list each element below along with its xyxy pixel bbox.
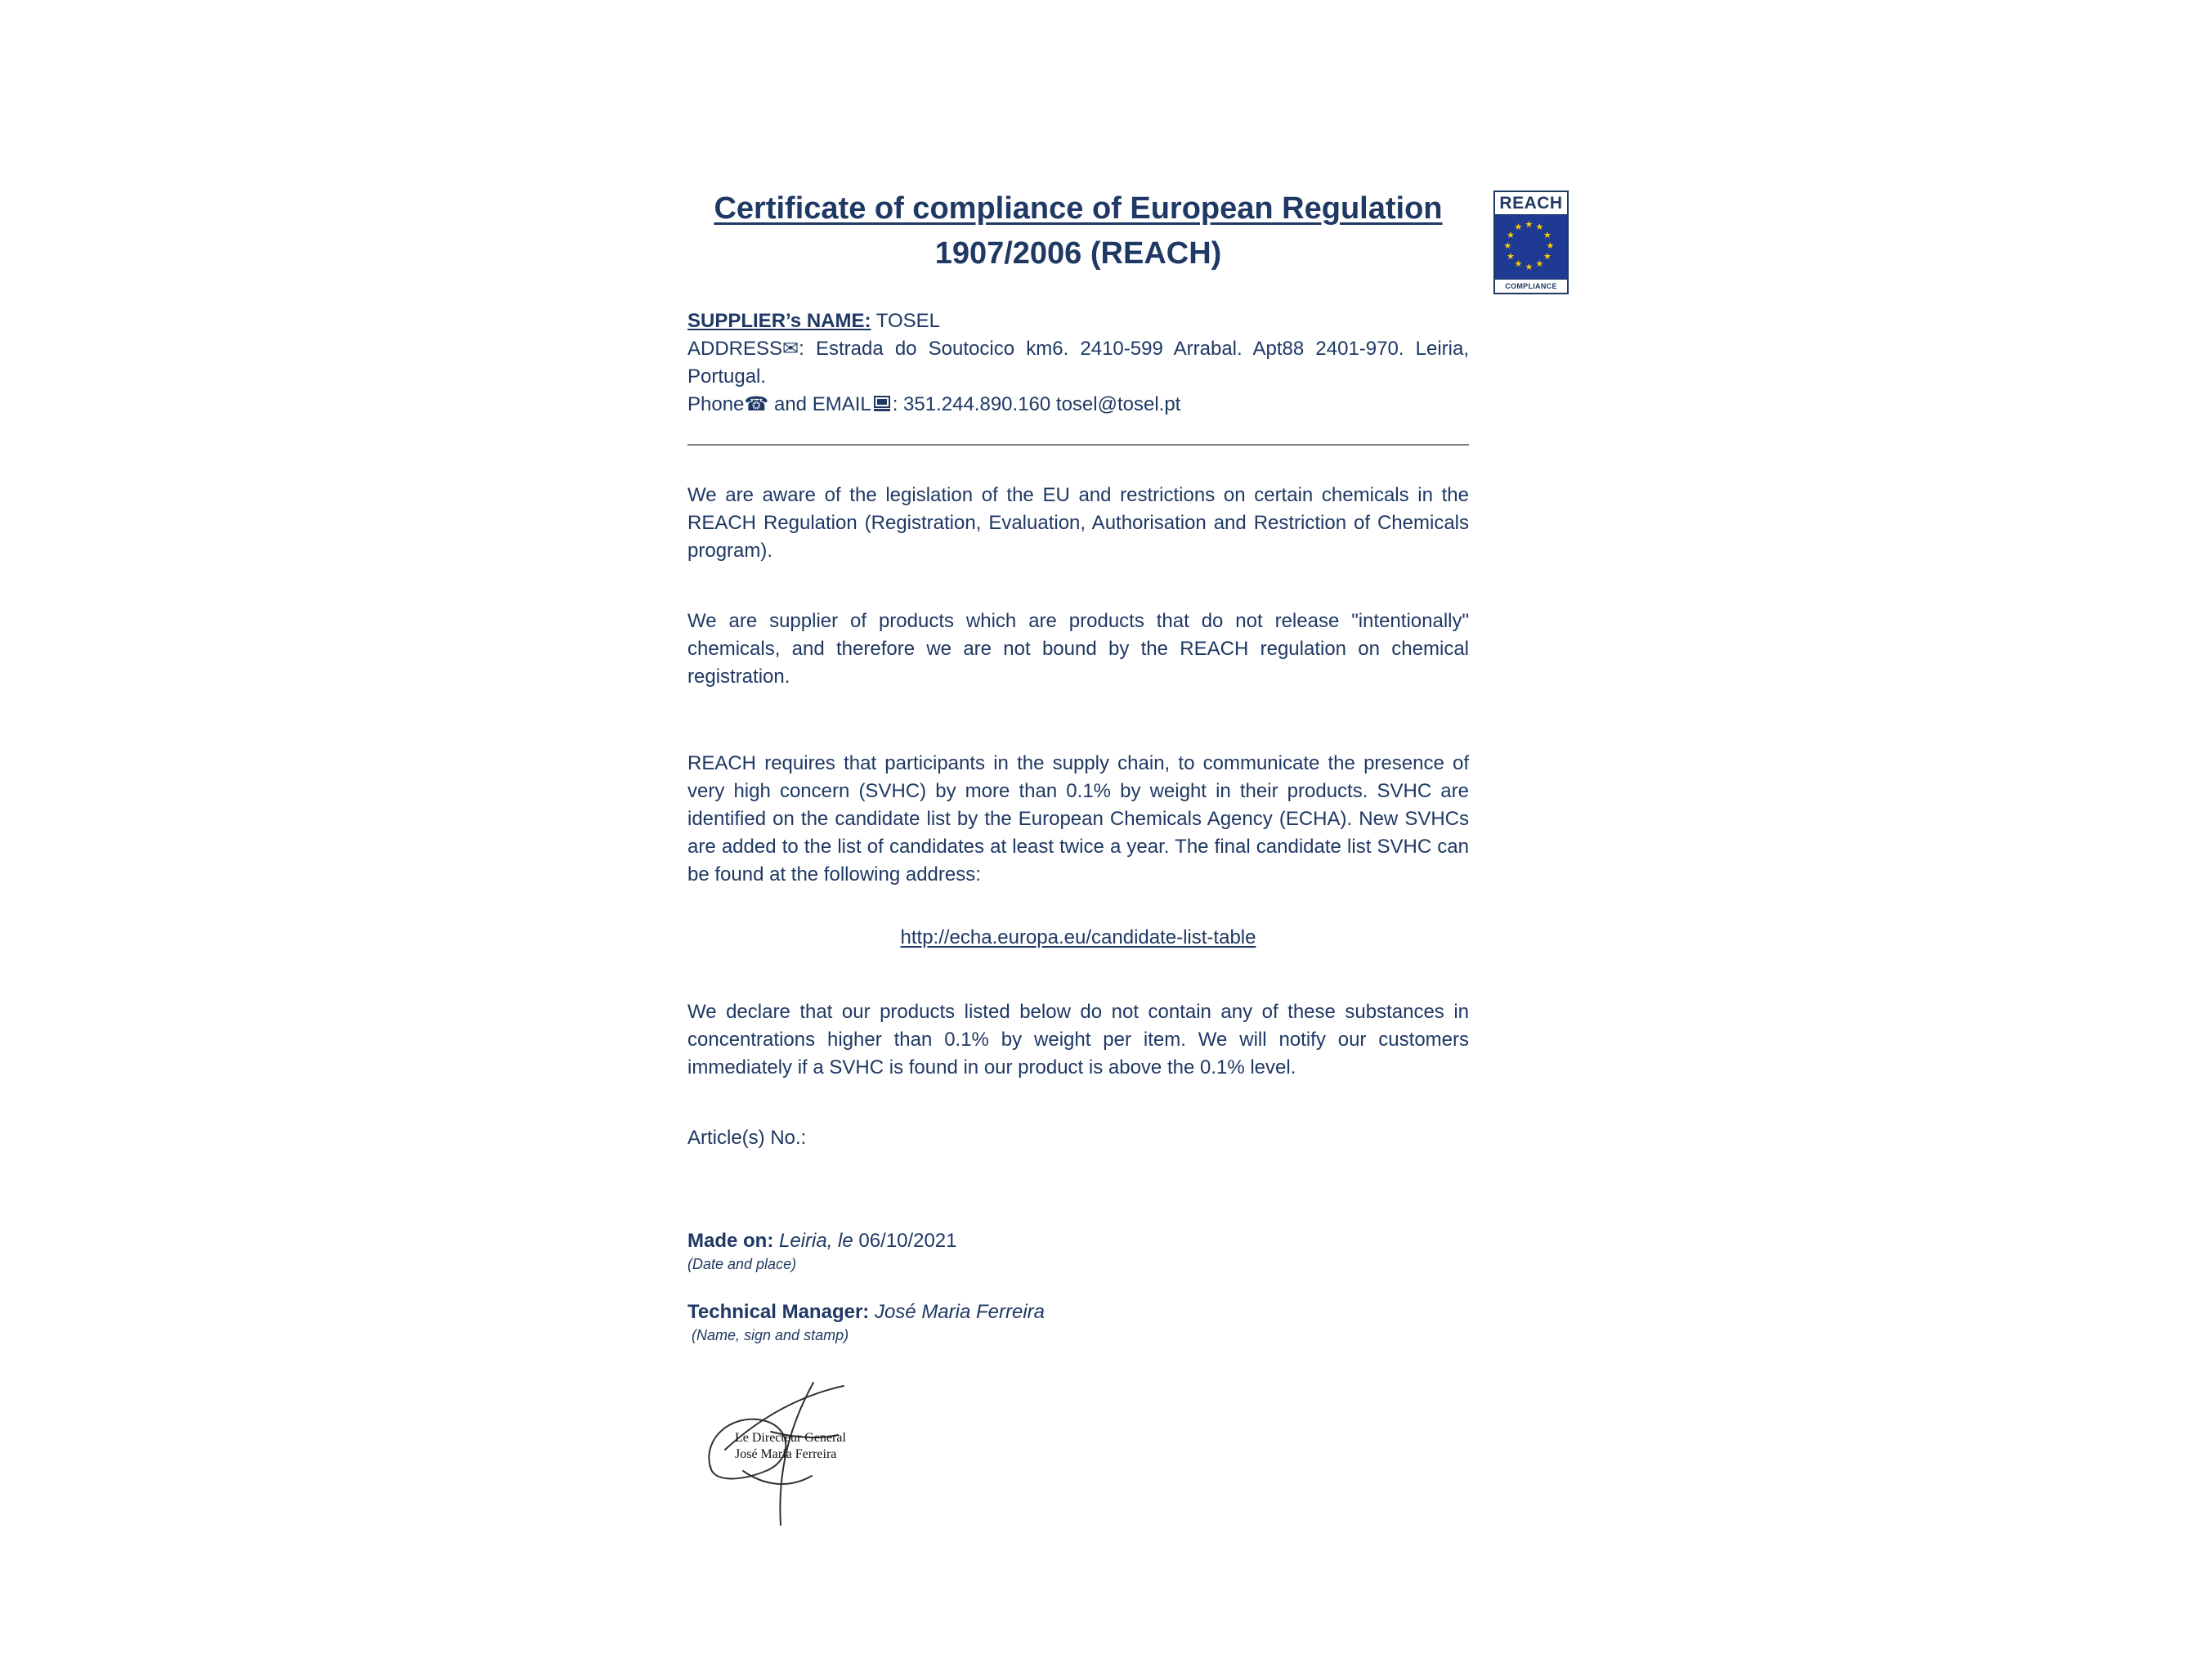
technical-manager-name: José Maria Ferreira	[869, 1301, 1046, 1323]
email-label: and EMAIL	[768, 393, 871, 415]
supplier-name-value: TOSEL	[871, 310, 940, 332]
candidate-list-link-row	[687, 926, 1469, 949]
made-on-date: 06/10/2021	[853, 1230, 957, 1252]
envelope-icon: ✉	[782, 338, 799, 360]
document-content	[687, 186, 1469, 1535]
reach-compliance-logo	[1493, 191, 1569, 294]
contact-value: : 351.244.890.160 tosel@tosel.pt	[892, 393, 1181, 415]
eu-star-icon: ★	[1506, 251, 1515, 262]
computer-icon	[872, 393, 892, 421]
page-title	[687, 186, 1469, 276]
eu-star-icon: ★	[1514, 222, 1523, 232]
made-on-place: Leiria, le	[773, 1230, 853, 1252]
article-number-label: Article(s) No.:	[687, 1127, 807, 1149]
made-on-label: Made on:	[687, 1230, 774, 1252]
paragraph-awareness: We are aware of the legislation of the EU and restrictions on certain chemicals in the REACH Regulation (Registration, Evaluation, Authorisation and Restriction of Chemicals program).	[687, 484, 1469, 562]
eu-flag-icon	[1495, 215, 1567, 279]
phone-label: Phone	[687, 393, 745, 415]
title-line-2: 1907/2006 (REACH)	[934, 236, 1222, 271]
signature-name: José Maria Ferreira	[735, 1447, 837, 1461]
date-place-note: (Date and place)	[687, 1256, 797, 1272]
supplier-name-line	[687, 307, 1469, 335]
handwritten-signature-icon	[692, 1379, 954, 1535]
address-label: ADDRESS	[687, 338, 783, 360]
eu-star-icon: ★	[1506, 230, 1515, 240]
made-on-line	[687, 1227, 1469, 1254]
candidate-list-link[interactable]: http://echa.europa.eu/candidate-list-table	[900, 926, 1256, 948]
supplier-address-line	[687, 335, 1469, 391]
signature-title: Le Directeur General	[735, 1431, 846, 1445]
supplier-name-label: SUPPLIER’s NAME:	[687, 310, 871, 332]
eu-star-icon: ★	[1525, 262, 1534, 272]
divider	[687, 444, 1469, 446]
address-value: : Estrada do Soutocico km6. 2410-599 Arrabal. Apt88 2401-970. Leiria, Portugal.	[687, 338, 1469, 388]
signature-block	[692, 1379, 970, 1535]
name-sign-note: (Name, sign and stamp)	[692, 1327, 849, 1343]
eu-star-icon: ★	[1543, 251, 1552, 262]
eu-star-icon: ★	[1535, 259, 1544, 270]
reach-logo-text: REACH	[1495, 192, 1567, 215]
phone-icon: ☎	[744, 393, 769, 415]
eu-star-icon: ★	[1535, 222, 1544, 232]
title-line-1: Certificate of compliance of European Regulation	[714, 191, 1443, 226]
eu-star-icon: ★	[1525, 219, 1534, 230]
paragraph-declaration: We declare that our products listed below do not contain any of these substances in concentrations higher than 0.1% by weight per item. We will notify our customers immediately if a SVHC is found in our product is above the 0.1% level.	[687, 1001, 1469, 1078]
paragraph-svhc-requirements: REACH requires that participants in the supply chain, to communicate the presence of very high concern (SVHC) by more than 0.1% by weight in their products. SVHC are identified on the candidate list by the European Chemicals Agency (ECHA). New SVHCs are added to the list of candidates at least twice a year. The final candidate list SVHC can be found at the following address:	[687, 752, 1469, 886]
eu-star-icon: ★	[1546, 240, 1555, 251]
eu-star-icon: ★	[1514, 259, 1523, 270]
technical-manager-line	[687, 1298, 1469, 1325]
eu-star-icon: ★	[1543, 230, 1552, 240]
paragraph-supplier-status: We are supplier of products which are products that do not release "intentionally" chemicals, and therefore we are not bound by the REACH regulation on chemical registration.	[687, 610, 1469, 688]
compliance-logo-text: COMPLIANCE	[1495, 279, 1567, 293]
eu-star-icon: ★	[1503, 240, 1512, 251]
technical-manager-label: Technical Manager:	[687, 1301, 870, 1323]
supplier-contact-line	[687, 391, 1469, 421]
supplier-block	[687, 307, 1469, 421]
